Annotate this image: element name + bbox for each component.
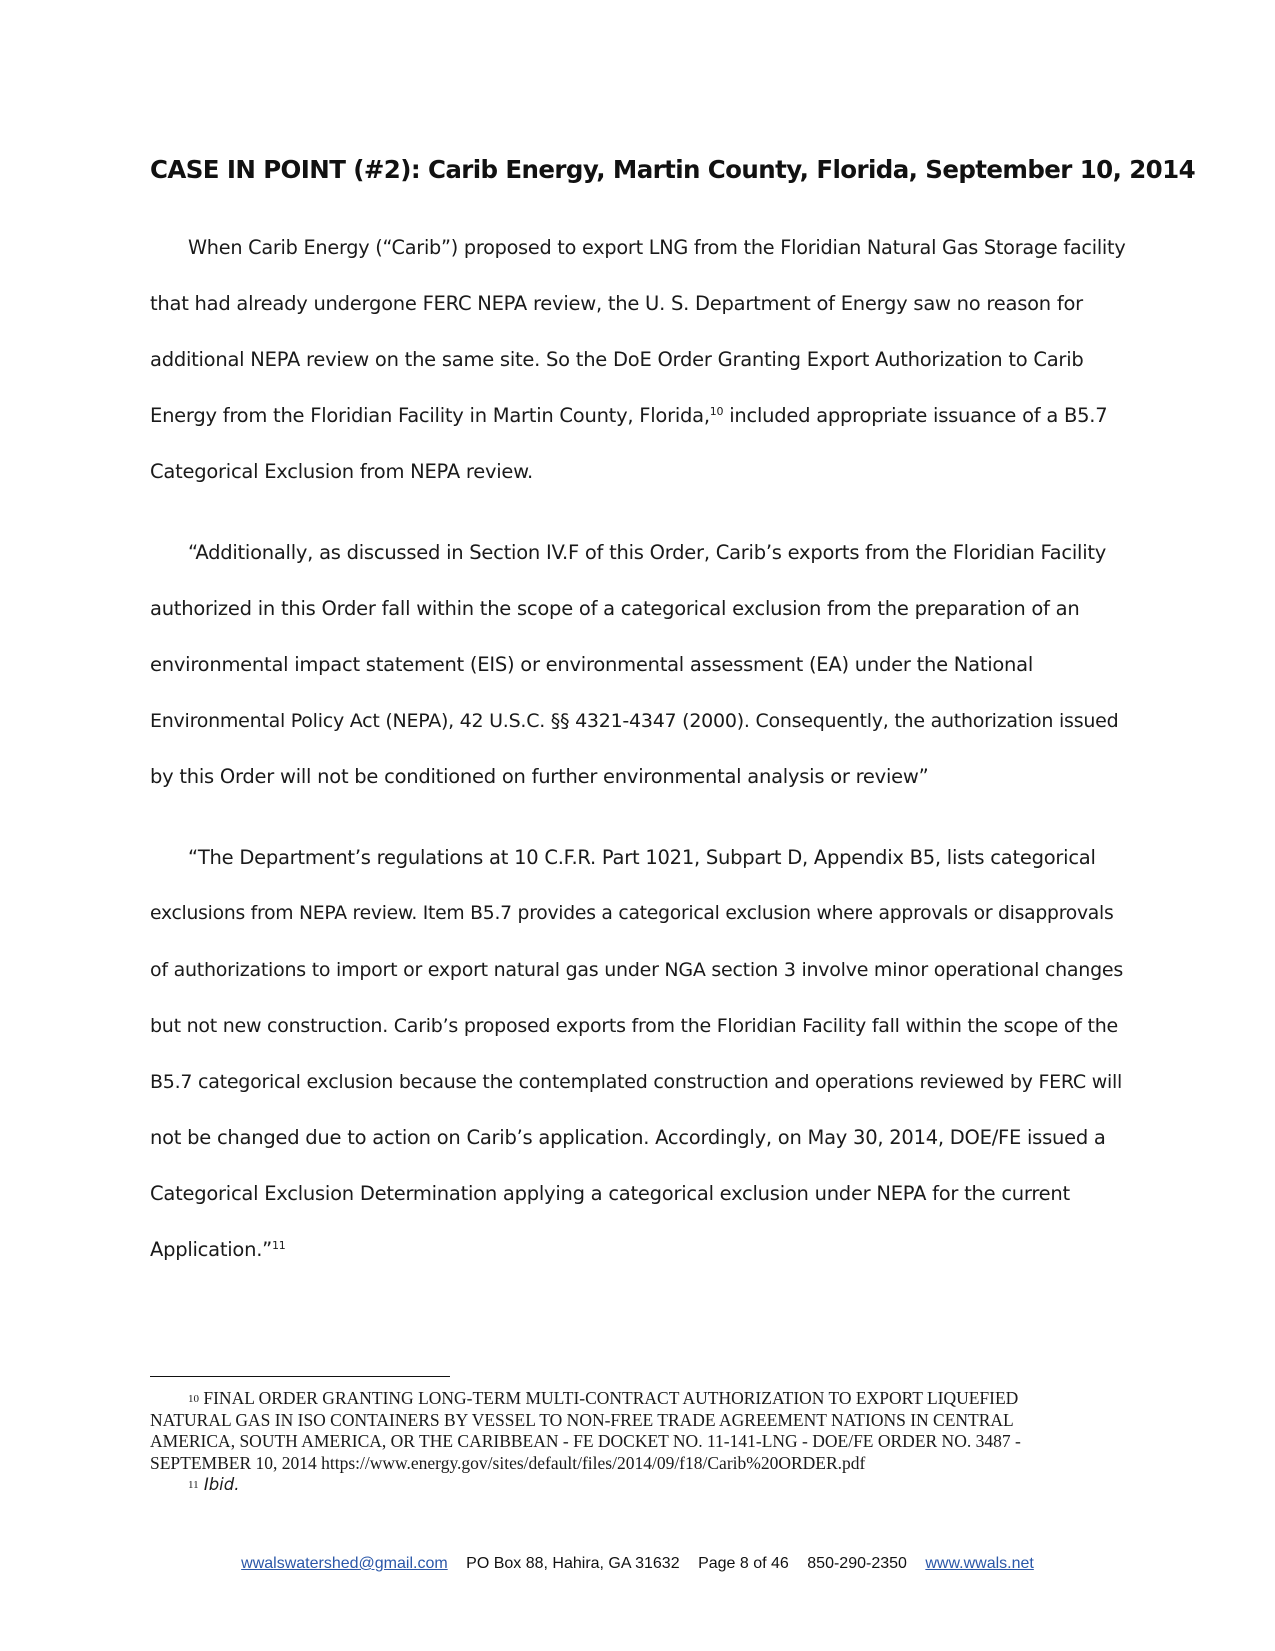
paragraph-line: Environmental Policy Act (NEPA), 42 U.S.C. §§ 4321-4347 (2000). Consequently, the authorization issued	[150, 710, 1119, 732]
page-footer	[0, 1555, 1275, 1573]
footnote-text: FINAL ORDER GRANTING LONG-TERM MULTI-CONTRACT AUTHORIZATION TO EXPORT LIQUEFIED	[199, 1388, 1019, 1408]
paragraph-line: Categorical Exclusion Determination applying a categorical exclusion under NEPA for the current	[150, 1182, 1070, 1205]
paragraph-line: When Carib Energy (“Carib”) proposed to export LNG from the Floridian Natural Gas Storage facility	[188, 236, 1126, 259]
website-link[interactable]: www.wwals.net	[925, 1555, 1034, 1572]
paragraph-line: but not new construction. Carib’s proposed exports from the Floridian Facility fall within the scope of the	[150, 1015, 1118, 1037]
line-text: Energy from the Floridian Facility in Martin County, Florida,	[150, 404, 710, 427]
paragraph-line: that had already undergone FERC NEPA review, the U. S. Department of Energy saw no reason for	[150, 292, 1083, 315]
footnote-ref-10[interactable]: 10	[709, 405, 724, 418]
footer-address: PO Box 88, Hahira, GA 31632	[466, 1555, 680, 1572]
footnote-11	[150, 1474, 1100, 1496]
footnotes	[150, 1388, 1100, 1496]
paragraph-line: Categorical Exclusion from NEPA review.	[150, 460, 534, 483]
footer-page-number: Page 8 of 46	[698, 1555, 789, 1572]
paragraph-line: not be changed due to action on Carib’s application. Accordingly, on May 30, 2014, DOE/FE issued a	[150, 1126, 1106, 1149]
paragraph-line: by this Order will not be conditioned on further environmental analysis or review”	[150, 765, 929, 788]
email-link[interactable]: wwalswatershed@gmail.com	[241, 1555, 448, 1572]
paragraph-line: B5.7 categorical exclusion because the contemplated construction and operations reviewed by FERC will	[150, 1071, 1123, 1093]
paragraph-line: of authorizations to import or export natural gas under NGA section 3 involve minor operational changes	[150, 959, 1123, 981]
paragraph-line	[150, 1236, 1125, 1292]
paragraph-line: environmental impact statement (EIS) or environmental assessment (EA) under the National	[150, 653, 1034, 676]
footnote-ref-11[interactable]: 11	[272, 1239, 286, 1252]
paragraph-line: exclusions from NEPA review. Item B5.7 provides a categorical exclusion where approvals or disapprovals	[150, 903, 1114, 924]
paragraph-line: additional NEPA review on the same site. So the DoE Order Granting Export Authorization to Carib	[150, 348, 1084, 371]
footnote-number: 11	[188, 1479, 199, 1491]
footnote-10-line: SEPTEMBER 10, 2014 https://www.energy.gov/sites/default/files/2014/09/f18/Carib%20ORDER.pdf	[150, 1452, 866, 1473]
paragraph-quote-2	[150, 844, 1125, 1292]
paragraph-line: “The Department’s regulations at 10 C.F.R. Part 1021, Subpart D, Appendix B5, lists categorical	[188, 846, 1096, 869]
footnote-number: 10	[188, 1393, 199, 1405]
footnote-10	[150, 1388, 1100, 1410]
paragraph-line: authorized in this Order fall within the scope of a categorical exclusion from the preparation of an	[150, 597, 1080, 620]
paragraph-intro	[150, 234, 1125, 514]
line-text: included appropriate issuance of a B5.7	[723, 404, 1108, 427]
footnote-10-line: NATURAL GAS IN ISO CONTAINERS BY VESSEL TO NON-FREE TRADE AGREEMENT NATIONS IN CENTRAL	[150, 1409, 1014, 1430]
paragraph-quote-1	[150, 539, 1125, 819]
line-text: Application.”	[150, 1238, 273, 1261]
paragraph-line	[150, 402, 1125, 458]
footer-phone: 850-290-2350	[807, 1555, 907, 1572]
section-heading: CASE IN POINT (#2): Carib Energy, Martin County, Florida, September 10, 2014	[150, 155, 1196, 184]
footnote-separator	[150, 1376, 450, 1377]
footnote-text: Ibid.	[198, 1475, 240, 1494]
footnote-10-line: AMERICA, SOUTH AMERICA, OR THE CARIBBEAN - FE DOCKET NO. 11-141-LNG - DOE/FE ORDER NO. 3487 -	[150, 1431, 1021, 1451]
paragraph-line: “Additionally, as discussed in Section IV.F of this Order, Carib’s exports from the Floridian Facility	[188, 541, 1107, 564]
